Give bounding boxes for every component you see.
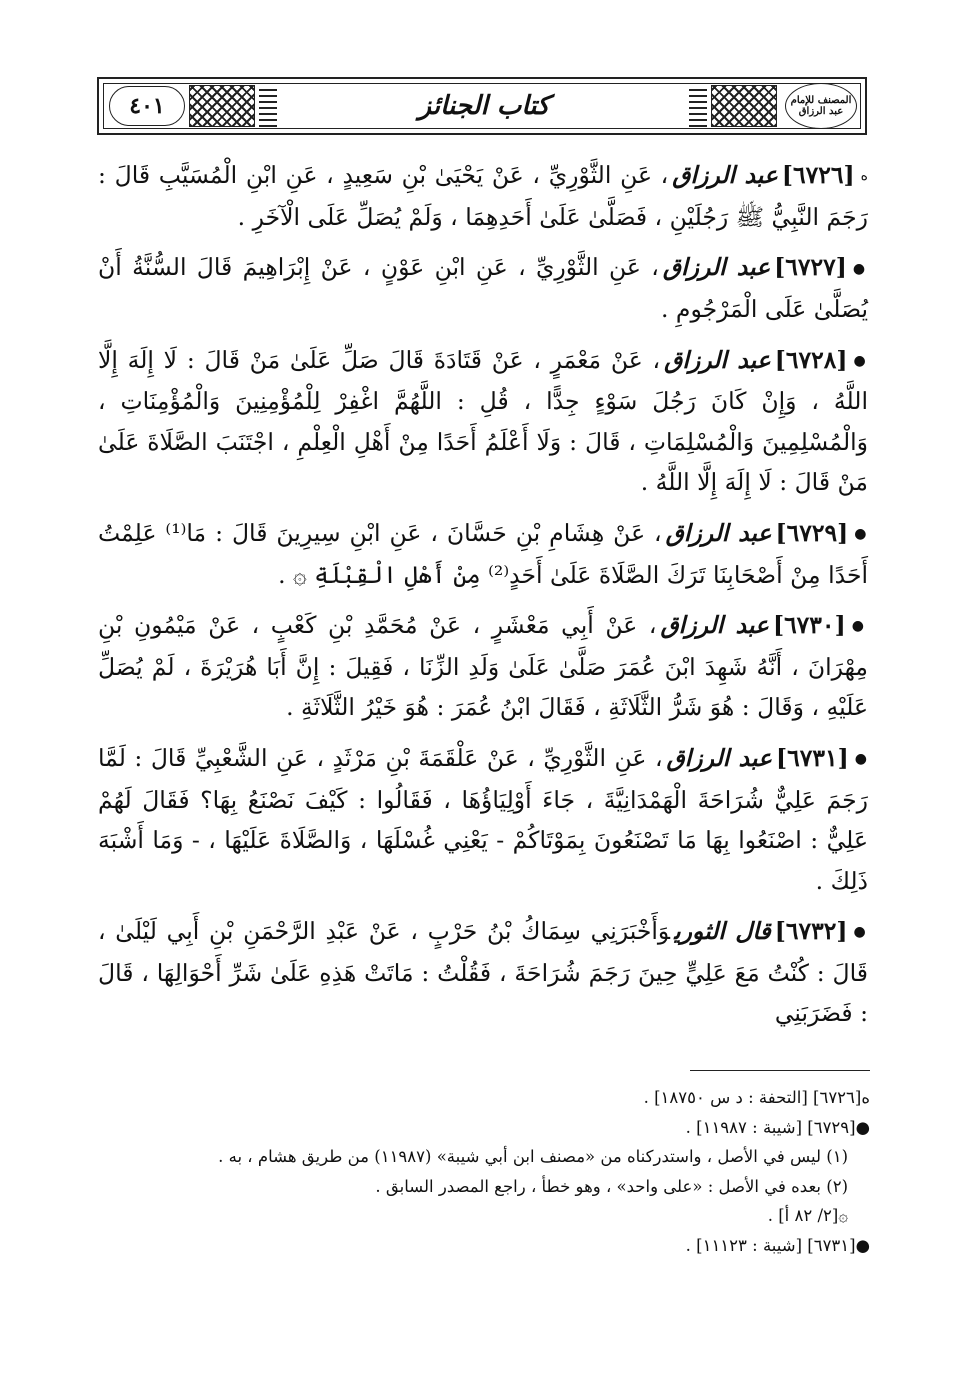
footnote-reference: ه[٦٧٢٦] [التحفة : د س ١٨٧٥٠] . [643,1088,870,1107]
footnote-reference: ●[٦٧٣١] [شيبة : ١١١٢٣] . [685,1235,870,1255]
ornament-left [189,85,255,127]
entry-marker: ● [853,352,868,369]
entry-marker: ● [853,924,868,941]
hadith-entry [98,340,868,503]
narrator-source: عبد الرزاق [660,611,769,639]
hadith-text: ، عَنْ أَبِي مَعْشَرٍ ، عَنْ مُحَمَّدِ بْنِ كَعْبٍ ، عَنْ مَيْمُونِ بْنِ مِهْرَانَ ، أَنَّهُ شَهِدَ ابْنَ عُمَرَ صَلَّىٰ عَلَىٰ وَلَدِ الزِّنَا ، فَقِيلَ : إِنَّ أَبَا هُرَيْرَةَ ، لَمْ يُصَلِّ عَلَيْهِ ، وَقَالَ : هُوَ شَرُّ الثَّلَاثَةِ ، فَقَالَ ابْنُ عُمَرَ : هُوَ خَيْرُ الثَّلَاثَةِ . [98,611,868,722]
page-number: ٤٠١ [109,86,185,126]
hadith-number: [٦٧٢٨] [774,345,848,374]
entry-marker: ● [852,260,868,277]
hadith-entry [98,247,868,329]
footnote-note: (١) ليس في الأصل ، واستدركناه من «مصنف ابن أبي شيبة» (١١٩٨٧) من طريق هشام ، به . [218,1147,848,1166]
chapter-title: كتاب الجنائز [418,91,550,121]
entry-marker: ● [854,526,868,542]
book-logo: المصنف للإمام عبد الرزاق [785,83,857,129]
narrator-source: عبد الرزاق [665,518,772,547]
hadith-text: ، عَنِ الثَّوْرِيِّ ، عَنِ ابْنِ عَوْنٍ ، عَنْ إِبْرَاهِيمَ قَالَ السُّنَّةُ أَنْ يُصَلَّىٰ عَلَى الْمَرْجُومِ . [98,253,868,323]
narrator-source: عبد الرزاق [664,345,771,374]
hadith-text: ، عَنِ الثَّوْرِيِّ ، عَنْ يَحْيَىٰ بْنِ سَعِيدٍ ، عَنِ ابْنِ الْمُسَيَّبِ قَالَ : رَجَمَ النَّبِيُّ ﷺ رَجُلَيْنِ ، فَصَلَّىٰ عَلَىٰ أَحَدِهِمَا ، وَلَمْ يُصَلِّ عَلَى الْآخَرِ . [98,161,868,231]
hadith-entry [98,738,868,901]
narrator-source: عبد الرزاق [672,161,778,189]
hadith-entry [98,605,868,728]
hadith-entry [98,513,868,595]
footnote-note: (٢) بعده في الأصل : «على واحد» ، وهو خطأ ، راجع المصدر السابق . [375,1176,848,1196]
hadith-number: [٦٧٢٩] [775,518,849,547]
hadith-text: وَأَخْبَرَنِي سِمَاكُ بْنُ حَرْبٍ ، عَنْ عَبْدِ الرَّحْمَنِ بْنِ أَبِي لَيْلَىٰ ، قَالَ : كُنْتُ مَعَ عَلِيٍّ حِينَ رَجَمَ شُرَاحَةَ ، فَقُلْتُ : مَاتَتْ هَذِهِ عَلَىٰ شَرِّ أَحْوَالِهَا ، قَالَ : فَضَرَبَنِي [98,917,868,1028]
hadith-text: ، عَنْ مَعْمَرٍ ، عَنْ قَتَادَةَ قَالَ صَلِّ عَلَىٰ مَنْ قَالَ : لَا إِلَهَ إِلَّا اللَّهُ ، وَإِنْ كَانَ رَجُلَ سَوْءٍ جِدًّا ، قُلِ : اللَّهُمَّ اغْفِرْ لِلْمُؤْمِنِينَ وَالْمُؤْمِنَاتِ ، وَالْمُسْلِمِينَ وَالْمُسْلِمَاتِ ، قَالَ : وَلَا أَعْلَمُ أَحَدًا مِنْ أَهْلِ الْعِلْمِ ، اجْتَنَبَ الصَّلَاةَ عَلَىٰ مَنْ قَالَ : لَا إِلَهَ إِلَّا اللَّهُ . [98,345,868,497]
hadith-text: ، عَنِ الثَّوْرِيِّ ، عَنْ عَلْقَمَةَ بْنِ مَرْثَدٍ ، عَنِ الشَّعْبِيِّ قَالَ : لَمَّا رَجَمَ عَلِيٌّ شُرَاحَةَ الْهَمْدَانِيَّةَ ، جَاءَ أَوْلِيَاؤُهَا ، فَقَالُوا : كَيْفَ نَصْنَعُ بِهَا؟ فَقَالَ لَهُمْ عَلِيٌّ : اصْنَعُوا بِهَا مَا تَصْنَعُونَ بِمَوْتَاكُمْ - يَعْنِي غُسْلَهَا ، وَالصَّلَاةَ عَلَيْهَا ، - وَمَا أَشْبَهَ ذَلِكَ . [98,743,868,895]
hadith-number: [٦٧٣١] [775,743,849,772]
hadith-number: [٦٧٢٧] [774,253,847,282]
footnote-folio: ۞[٢/ ٨٢ أ] . [767,1206,848,1225]
hadith-text: ، عَنْ هِشَامِ بْنِ حَسَّانَ ، عَنِ ابْنِ سِيرِينَ قَالَ : مَا⁽¹⁾ عَلِمْتُ أَحَدًا مِنْ أَصْحَابِنَا تَرَكَ الصَّلَاةَ عَلَىٰ أَحَدٍ⁽²⁾ مِنْ أَهْلِ الْقِبْلَةِ ۞ . [98,518,868,589]
ornament-divider-right [689,85,707,127]
narrator-source: قال الثوري [674,917,771,945]
entry-marker: ● [854,751,868,767]
hadith-number: [٦٧٣٢] [774,917,848,945]
entry-marker: ● [851,618,868,635]
footnote-divider [690,1070,870,1071]
page-header [97,77,867,135]
entry-marker: ه [860,168,869,185]
ornament-right [711,85,777,127]
hadith-entry [98,155,868,237]
hadith-entry [98,911,868,1034]
narrator-source: عبد الرزاق [666,743,772,772]
footnote-reference: ●[٦٧٢٩] [شيبة : ١١٩٨٧] . [685,1117,870,1137]
ornament-divider-left [259,85,277,127]
hadith-number: [٦٧٢٦] [781,161,855,189]
narrator-source: عبد الرزاق [662,253,771,282]
hadith-number: [٦٧٣٠] [772,611,846,639]
hadith-list [98,155,868,1044]
footnotes [160,1083,870,1260]
